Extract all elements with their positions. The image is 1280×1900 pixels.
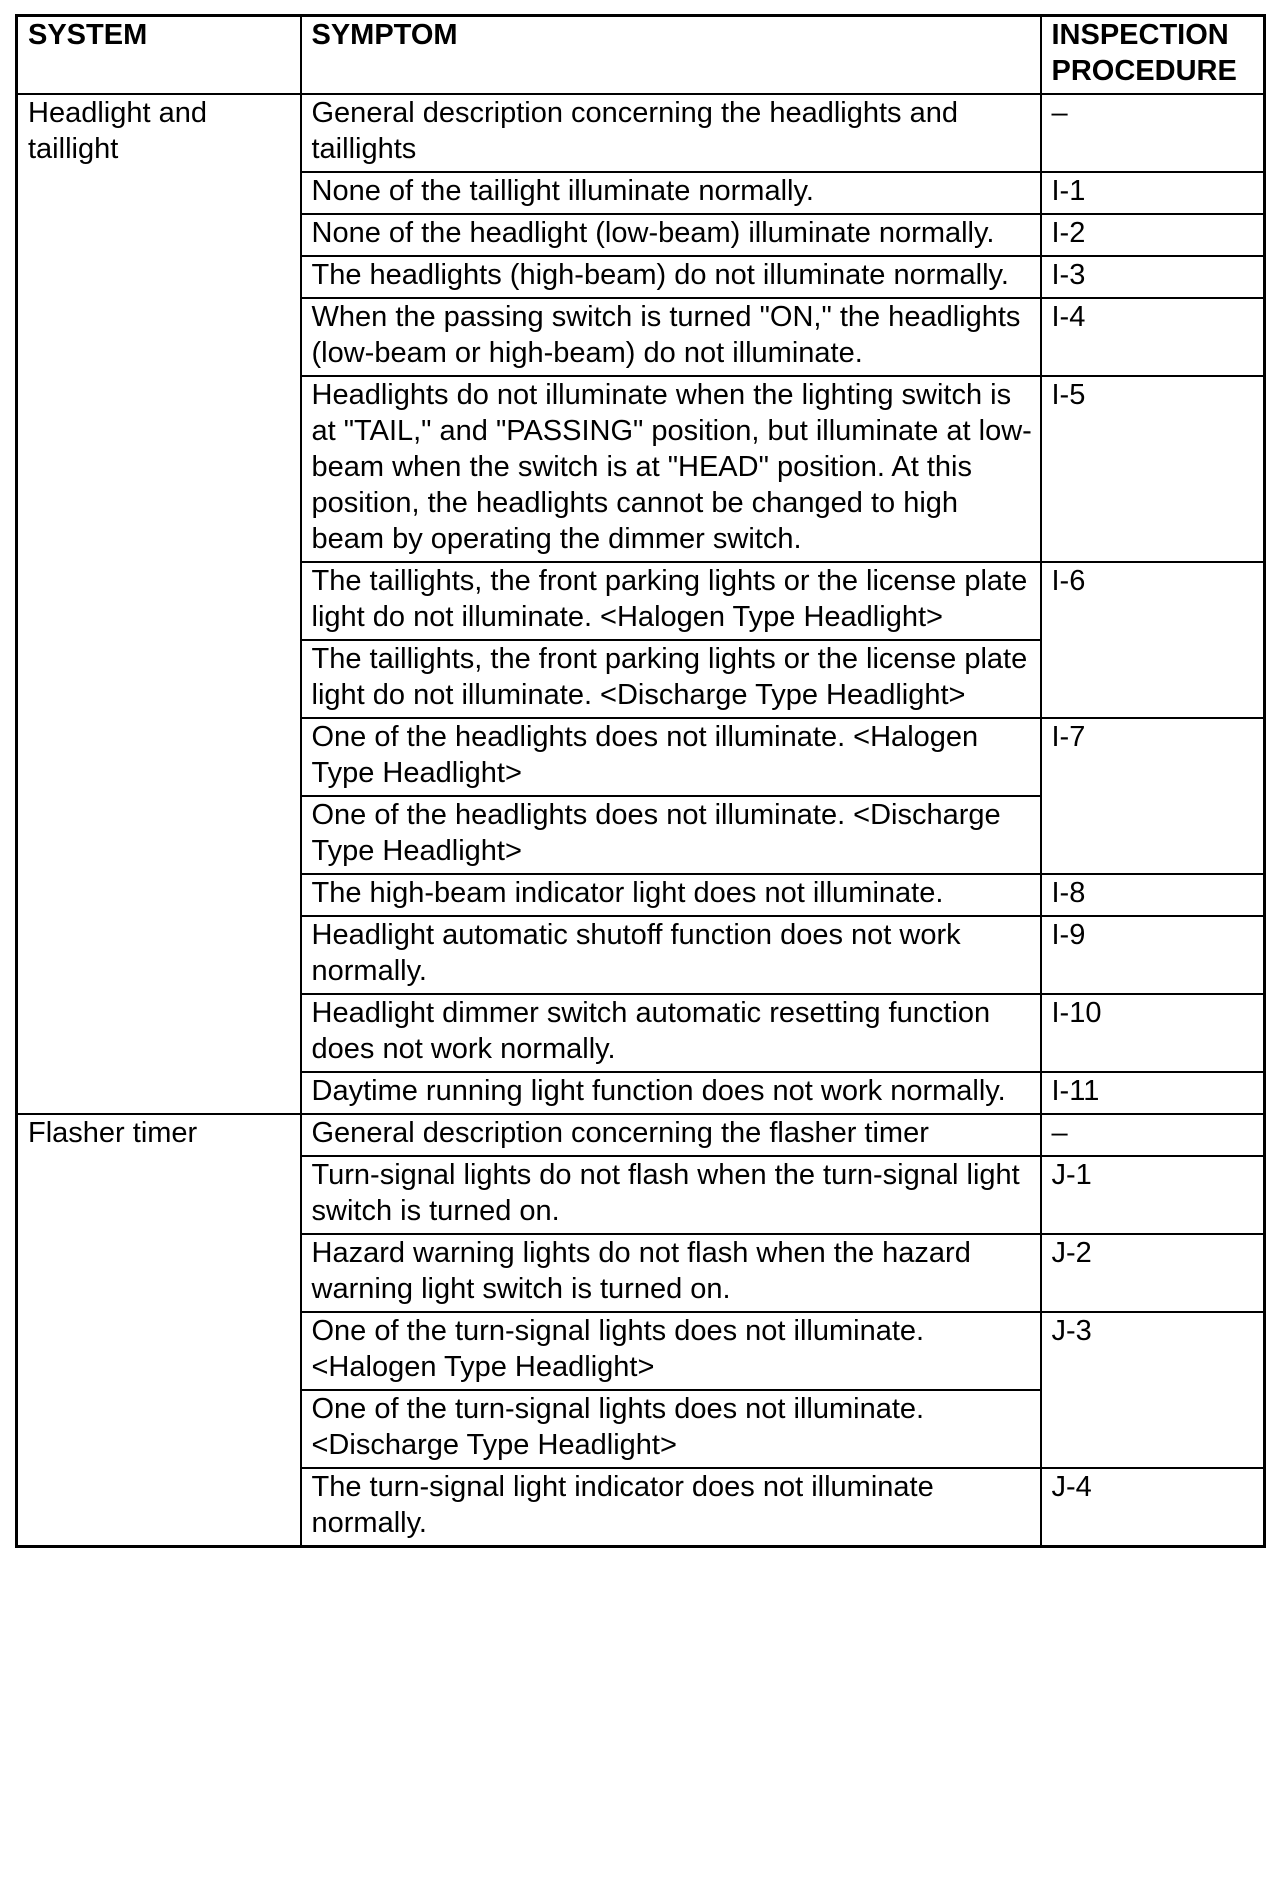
procedure-cell: J-3 (1041, 1312, 1265, 1468)
procedure-cell: – (1041, 94, 1265, 172)
inspection-table (15, 14, 1266, 1548)
header-procedure: INSPECTION PROCEDURE (1041, 16, 1265, 95)
procedure-cell: I-4 (1041, 298, 1265, 376)
procedure-cell: I-6 (1041, 562, 1265, 718)
system-cell: Headlight and taillight (17, 94, 301, 1114)
symptom-cell: Turn-signal lights do not flash when the turn-signal light switch is turned on. (301, 1156, 1041, 1234)
procedure-cell: – (1041, 1114, 1265, 1156)
procedure-cell: I-2 (1041, 214, 1265, 256)
symptom-cell: Hazard warning lights do not flash when the hazard warning light switch is turned on. (301, 1234, 1041, 1312)
procedure-cell: J-1 (1041, 1156, 1265, 1234)
symptom-cell: Daytime running light function does not work normally. (301, 1072, 1041, 1114)
symptom-cell: The taillights, the front parking lights or the license plate light do not illuminate. <Discharge Type Headlight> (301, 640, 1041, 718)
symptom-cell: One of the headlights does not illuminate. <Halogen Type Headlight> (301, 718, 1041, 796)
header-symptom: SYMPTOM (301, 16, 1041, 95)
symptom-cell: Headlight automatic shutoff function does not work normally. (301, 916, 1041, 994)
procedure-cell: I-1 (1041, 172, 1265, 214)
procedure-cell: I-8 (1041, 874, 1265, 916)
procedure-cell: I-10 (1041, 994, 1265, 1072)
symptom-cell: When the passing switch is turned "ON," the headlights (low-beam or high-beam) do not illuminate. (301, 298, 1041, 376)
table-header-row (17, 16, 1265, 95)
header-system: SYSTEM (17, 16, 301, 95)
symptom-cell: One of the turn-signal lights does not illuminate. <Halogen Type Headlight> (301, 1312, 1041, 1390)
procedure-cell: I-9 (1041, 916, 1265, 994)
procedure-cell: I-7 (1041, 718, 1265, 874)
symptom-cell: One of the headlights does not illuminate. <Discharge Type Headlight> (301, 796, 1041, 874)
system-cell: Flasher timer (17, 1114, 301, 1547)
symptom-cell: General description concerning the headlights and taillights (301, 94, 1041, 172)
procedure-cell: I-5 (1041, 376, 1265, 562)
document-page (15, 14, 1263, 1548)
procedure-cell: I-3 (1041, 256, 1265, 298)
symptom-cell: General description concerning the flasher timer (301, 1114, 1041, 1156)
symptom-cell: None of the taillight illuminate normally. (301, 172, 1041, 214)
symptom-cell: The taillights, the front parking lights or the license plate light do not illuminate. <Halogen Type Headlight> (301, 562, 1041, 640)
table-row (17, 1114, 1265, 1156)
table-row (17, 94, 1265, 172)
symptom-cell: The high-beam indicator light does not illuminate. (301, 874, 1041, 916)
symptom-cell: None of the headlight (low-beam) illuminate normally. (301, 214, 1041, 256)
procedure-cell: J-4 (1041, 1468, 1265, 1547)
symptom-cell: The headlights (high-beam) do not illuminate normally. (301, 256, 1041, 298)
procedure-cell: J-2 (1041, 1234, 1265, 1312)
symptom-cell: Headlights do not illuminate when the lighting switch is at "TAIL," and "PASSING" position, but illuminate at low-beam when the switch is at "HEAD" position. At this position, the headlights cannot be changed to high beam by operating the dimmer switch. (301, 376, 1041, 562)
symptom-cell: One of the turn-signal lights does not illuminate. <Discharge Type Headlight> (301, 1390, 1041, 1468)
symptom-cell: Headlight dimmer switch automatic resetting function does not work normally. (301, 994, 1041, 1072)
symptom-cell: The turn-signal light indicator does not illuminate normally. (301, 1468, 1041, 1547)
procedure-cell: I-11 (1041, 1072, 1265, 1114)
